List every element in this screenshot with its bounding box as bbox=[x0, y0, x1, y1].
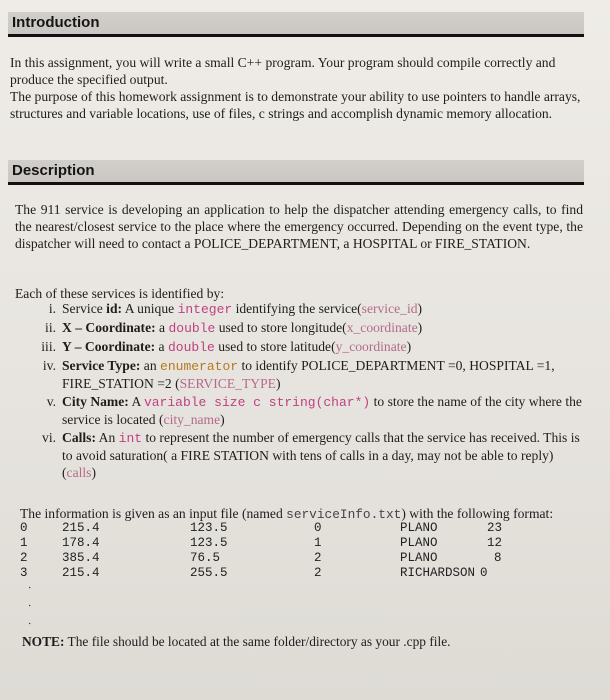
table-row: 0 215.4 123.5 0 PLANO 23 bbox=[20, 521, 503, 535]
description-heading: Description bbox=[12, 162, 95, 179]
introduction-heading: Introduction bbox=[12, 14, 100, 31]
introduction-heading-bar bbox=[8, 12, 584, 37]
list-item: v. City Name: A variable size c string(char*) to store the name of the city where the service is located (city_name) bbox=[46, 394, 582, 427]
list-item: iii. Y – Coordinate: a double used to store latitude(y_coordinate) bbox=[41, 339, 412, 355]
intro-paragraph-1: In this assignment, you will write a small C++ program. Your program should compile correctly and produce the specified output. bbox=[10, 55, 556, 87]
input-file-description: The information is given as an input file (named serviceInfo.txt) with the following format: bbox=[20, 506, 554, 522]
services-intro: Each of these services is identified by: bbox=[15, 286, 225, 301]
introduction-text bbox=[10, 54, 588, 122]
intro-paragraph-2: The purpose of this homework assignment is to demonstrate your ability to use pointers to handle arrays, structures and variable locations, use of files, c strings and accomplish dynamic memory allocation. bbox=[10, 89, 581, 121]
note-label: NOTE: bbox=[22, 634, 65, 649]
list-item: i. Service id: A unique integer identifying the service(service_id) bbox=[48, 301, 423, 317]
list-item: iv. Service Type: an enumerator to identify POLICE_DEPARTMENT =0, HOSPITAL =1, FIRE_STATION =2 (SERVICE_TYPE) bbox=[42, 358, 555, 391]
note-text: The file should be located at the same folder/directory as your .cpp file. bbox=[64, 634, 451, 649]
note bbox=[22, 633, 451, 650]
table-row: 2 385.4 76.5 2 PLANO 8 bbox=[20, 551, 502, 565]
table-row: 1 178.4 123.5 1 PLANO 12 bbox=[20, 536, 503, 550]
list-item: vi. Calls: An int to represent the number of emergency calls that the service has received. This is to avoid saturation( a FIRE STATION with tens of calls in a day, may not be able to reply)(calls) bbox=[42, 430, 580, 480]
list-item: ii. X – Coordinate: a double used to store longitude(x_coordinate) bbox=[45, 320, 423, 336]
description-heading-bar bbox=[8, 160, 584, 185]
description-paragraph: The 911 service is developing an application to help the dispatcher attending emergency calls, to find the nearest/closest service to the place where the emergency occurred. Depending on the event type, the dispatcher will need to contact a POLICE_DEPARTMENT, a HOSPITAL or FIRE_STATION. bbox=[15, 202, 583, 251]
service-fields-list bbox=[28, 300, 583, 482]
table-row: 3 215.4 255.5 2 RICHARDSON 0 bbox=[20, 566, 488, 580]
input-file-name: serviceInfo.txt bbox=[286, 507, 402, 522]
input-file-sample bbox=[20, 521, 580, 581]
continuation-dots: . . . bbox=[26, 586, 40, 631]
